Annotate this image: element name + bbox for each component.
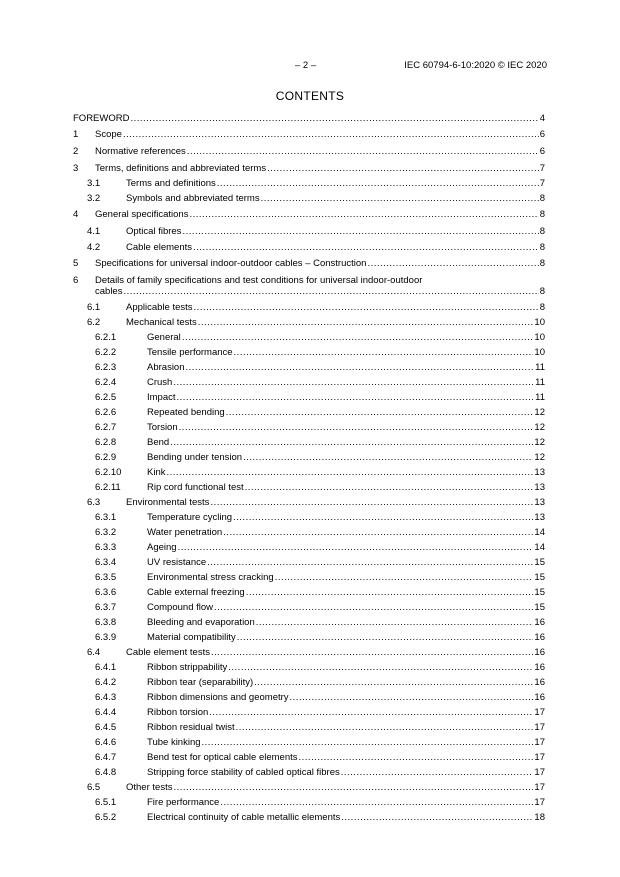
toc-entry-label: Ribbon torsion [147, 707, 209, 718]
toc-entry-page: 15 [534, 557, 545, 568]
toc-entry-number: 6 [73, 275, 79, 286]
toc-entry-label: Cable external freezing [147, 587, 245, 598]
toc-entry-label: General [147, 332, 181, 343]
toc-entry-number: 6.4.4 [95, 707, 117, 718]
dot-leader [275, 572, 534, 583]
dot-leader [245, 482, 534, 493]
toc-entry-page: 8 [539, 193, 545, 204]
toc-entry-number: 4 [73, 209, 79, 220]
toc-entry-label: Abrasion [147, 362, 185, 373]
toc-entry-page: 8 [539, 209, 545, 220]
dot-leader [189, 209, 538, 220]
toc-entry-label: Optical fibres [126, 226, 182, 237]
toc-entry-number: 4.2 [87, 242, 101, 253]
toc-entry-page: 15 [534, 602, 545, 613]
toc-entry[interactable] [73, 797, 545, 808]
toc-entry[interactable] [73, 392, 545, 403]
toc-entry-number: 6.4.5 [95, 722, 117, 733]
toc-entry-label: Specifications for universal indoor-outdoor cables – Construction [95, 258, 367, 269]
toc-entry-page: 17 [534, 707, 545, 718]
toc-entry-number: 6.2.11 [95, 482, 121, 493]
dot-leader [217, 178, 539, 189]
toc-entry[interactable] [73, 782, 545, 793]
dot-leader [173, 782, 533, 793]
toc-entry-label: Repeated bending [147, 407, 225, 418]
toc-entry-number: 6.2 [87, 317, 101, 328]
toc-entry-label: Cable element tests [126, 647, 210, 658]
toc-entry[interactable] [73, 737, 545, 748]
toc-entry-page: 12 [534, 422, 545, 433]
dot-leader [211, 647, 533, 658]
toc-entry-number: 6.5.1 [95, 797, 117, 808]
toc-entry[interactable] [73, 163, 545, 174]
dot-leader [209, 707, 533, 718]
toc-entry[interactable] [73, 692, 545, 703]
toc-entry-label: Ageing [147, 542, 177, 553]
toc-entry-page: 11 [535, 377, 545, 388]
toc-entry-label: Normative references [95, 146, 186, 157]
dot-leader [236, 722, 534, 733]
toc-entry[interactable] [73, 722, 545, 733]
toc-entry[interactable] [73, 226, 545, 237]
dot-leader [267, 163, 539, 174]
toc-entry-page: 16 [534, 632, 545, 643]
toc-entry[interactable] [73, 377, 545, 388]
toc-entry[interactable] [73, 275, 545, 297]
toc-entry-page: 11 [535, 362, 545, 373]
toc-entry-label: Bend test for optical cable elements [147, 752, 298, 763]
toc-entry-page: 8 [539, 226, 545, 237]
toc-entry-number: 6.4.7 [95, 752, 117, 763]
toc-entry-page: 7 [539, 178, 545, 189]
toc-entry[interactable] [73, 407, 545, 418]
dot-leader [367, 258, 538, 269]
toc-entry-number: 6.4.1 [95, 662, 117, 673]
table-of-contents [73, 113, 545, 827]
toc-entry-label: Kink [147, 467, 166, 478]
dot-leader [177, 392, 535, 403]
toc-entry-label: Rip cord functional test [147, 482, 244, 493]
toc-entry[interactable] [73, 193, 545, 204]
toc-entry-label: Bend [147, 437, 170, 448]
toc-entry-page: 13 [534, 482, 545, 493]
toc-entry-page: 12 [534, 452, 545, 463]
dot-leader [299, 752, 534, 763]
toc-entry-page: 17 [534, 767, 545, 778]
toc-entry-label: Environmental tests [126, 497, 210, 508]
dot-leader [256, 617, 534, 628]
toc-entry-label: Material compatibility [147, 632, 236, 643]
toc-entry-number: 6.2.2 [95, 347, 117, 358]
dot-leader [186, 362, 535, 373]
dot-leader [193, 242, 539, 253]
toc-entry-page: 6 [539, 129, 545, 140]
page-title: CONTENTS [275, 89, 345, 103]
toc-entry-number: 5 [73, 258, 79, 269]
toc-entry[interactable] [73, 422, 545, 433]
dot-leader [187, 146, 539, 157]
toc-entry-label: Terms and definitions [126, 178, 216, 189]
toc-entry[interactable] [73, 209, 545, 220]
toc-entry-label: Other tests [126, 782, 173, 793]
toc-entry-page: 10 [534, 347, 545, 358]
dot-leader [246, 587, 534, 598]
toc-entry-number: 6.2.10 [95, 467, 122, 478]
dot-leader [173, 377, 534, 388]
toc-entry-page: 18 [534, 812, 545, 823]
page-header [0, 60, 620, 74]
toc-entry-label: Symbols and abbreviated terms [126, 193, 260, 204]
toc-entry[interactable] [73, 617, 545, 628]
toc-entry-page: 16 [534, 692, 545, 703]
toc-entry-label: Compound flow [147, 602, 214, 613]
toc-entry-number: 6.4.6 [95, 737, 117, 748]
toc-entry[interactable] [73, 512, 545, 523]
dot-leader [182, 332, 534, 343]
toc-entry-label: Cable elements [126, 242, 193, 253]
dot-leader [194, 302, 539, 313]
dot-leader [254, 677, 533, 688]
toc-entry-page: 10 [534, 332, 545, 343]
toc-entry-number: 6.2.5 [95, 392, 117, 403]
toc-entry-label: UV resistance [147, 557, 207, 568]
toc-entry[interactable] [73, 242, 545, 253]
toc-entry-label: Terms, definitions and abbreviated terms [95, 163, 267, 174]
dot-leader [226, 407, 534, 418]
toc-entry-number: 6.2.4 [95, 377, 117, 388]
toc-entry[interactable] [73, 632, 545, 643]
toc-entry[interactable] [73, 707, 545, 718]
toc-entry-number: 6.4.8 [95, 767, 117, 778]
toc-entry[interactable] [73, 347, 545, 358]
toc-entry-number: 6.2.3 [95, 362, 117, 373]
toc-entry-label: Torsion [147, 422, 178, 433]
toc-entry-label: Details of family specifications and test conditions for universal indoor-outdoor [95, 275, 423, 286]
toc-entry-number: 1 [73, 129, 79, 140]
toc-entry-label: Ribbon residual twist [147, 722, 235, 733]
toc-entry-page: 17 [534, 737, 545, 748]
dot-leader [207, 557, 533, 568]
toc-entry[interactable] [73, 437, 545, 448]
dot-leader [182, 226, 538, 237]
document-reference: IEC 60794-6-10:2020 © IEC 2020 [404, 60, 547, 71]
toc-entry-page: 13 [534, 467, 545, 478]
toc-entry-number: 6.3.5 [95, 572, 117, 583]
toc-entry-page: 17 [534, 782, 545, 793]
toc-entry[interactable] [73, 542, 545, 553]
toc-entry-page: 6 [539, 146, 545, 157]
dot-leader [179, 422, 534, 433]
toc-entry-page: 15 [534, 572, 545, 583]
toc-entry[interactable] [73, 362, 545, 373]
toc-entry-page: 8 [539, 286, 545, 297]
toc-entry-page: 8 [539, 302, 545, 313]
toc-entry-number: 6.2.1 [95, 332, 117, 343]
toc-entry-page: 7 [539, 163, 545, 174]
toc-entry-label: Stripping force stability of cabled optical fibres [147, 767, 340, 778]
dot-leader [198, 317, 534, 328]
toc-entry[interactable] [73, 129, 545, 140]
toc-entry-page: 12 [534, 437, 545, 448]
toc-entry[interactable] [73, 767, 545, 778]
toc-entry[interactable] [73, 812, 545, 823]
dot-leader [341, 767, 534, 778]
toc-entry[interactable] [73, 302, 545, 313]
toc-entry[interactable] [73, 602, 545, 613]
toc-entry-number: 6.4.2 [95, 677, 117, 688]
toc-entry[interactable] [73, 482, 545, 493]
toc-entry-label: Electrical continuity of cable metallic elements [147, 812, 341, 823]
toc-entry-number: 6.4 [87, 647, 101, 658]
toc-entry[interactable] [73, 752, 545, 763]
toc-entry-label: Mechanical tests [126, 317, 197, 328]
toc-entry-number: 6.2.8 [95, 437, 117, 448]
toc-entry[interactable] [73, 572, 545, 583]
toc-entry-number: 6.3.4 [95, 557, 117, 568]
toc-entry[interactable] [73, 452, 545, 463]
dot-leader [130, 113, 538, 124]
toc-entry-label-continued: cables [95, 286, 123, 297]
toc-entry-number: 6.2.7 [95, 422, 117, 433]
toc-entry-number: 6.2.6 [95, 407, 117, 418]
dot-leader [166, 467, 533, 478]
dot-leader [223, 527, 533, 538]
toc-entry[interactable] [73, 258, 545, 269]
dot-leader [214, 602, 533, 613]
dot-leader [220, 797, 533, 808]
toc-entry-number: 4.1 [87, 226, 101, 237]
toc-entry-label: Ribbon tear (separability) [147, 677, 254, 688]
toc-entry-number: 6.4.3 [95, 692, 117, 703]
toc-entry-label: Bending under tension [147, 452, 243, 463]
toc-entry-label: General specifications [95, 209, 189, 220]
toc-entry-number: 6.5 [87, 782, 101, 793]
toc-entry-label: Applicable tests [126, 302, 193, 313]
toc-entry-page: 8 [539, 242, 545, 253]
toc-entry[interactable] [73, 467, 545, 478]
toc-entry[interactable] [73, 317, 545, 328]
toc-entry[interactable] [73, 647, 545, 658]
toc-entry-label: Ribbon dimensions and geometry [147, 692, 289, 703]
toc-entry[interactable] [73, 332, 545, 343]
toc-entry[interactable] [73, 113, 545, 124]
toc-entry-page: 17 [534, 797, 545, 808]
dot-leader [228, 662, 533, 673]
toc-entry-label: Impact [147, 392, 176, 403]
dot-leader [243, 452, 533, 463]
toc-entry-page: 17 [534, 722, 545, 733]
toc-entry-page: 16 [534, 662, 545, 673]
toc-entry-page: 16 [534, 647, 545, 658]
dot-leader [341, 812, 533, 823]
toc-entry-number: 6.3.9 [95, 632, 117, 643]
toc-entry-page: 13 [534, 512, 545, 523]
dot-leader [237, 632, 534, 643]
toc-entry-number: 3.2 [87, 193, 101, 204]
toc-entry-number: 3 [73, 163, 79, 174]
page-number: – 2 – [295, 60, 317, 71]
toc-entry-number: 6.1 [87, 302, 101, 313]
toc-entry-page: 14 [534, 542, 545, 553]
toc-entry[interactable] [73, 497, 545, 508]
toc-entry-number: 3.1 [87, 178, 101, 189]
toc-entry-page: 10 [534, 317, 545, 328]
dot-leader [123, 129, 539, 140]
toc-entry-number: 6.3.7 [95, 602, 117, 613]
toc-entry-label: Tensile performance [147, 347, 233, 358]
toc-entry-number: 6.3.6 [95, 587, 117, 598]
toc-entry-number: 2 [73, 146, 79, 157]
dot-leader [210, 497, 533, 508]
toc-entry-number: 6.3.2 [95, 527, 117, 538]
toc-entry-number: 6.3 [87, 497, 101, 508]
toc-entry-page: 12 [534, 407, 545, 418]
toc-entry-number: 6.3.8 [95, 617, 117, 628]
toc-entry[interactable] [73, 527, 545, 538]
toc-entry-page: 17 [534, 752, 545, 763]
toc-entry-label: Fire performance [147, 797, 220, 808]
toc-entry-page: 16 [534, 677, 545, 688]
toc-entry-number: 6.3.1 [95, 512, 117, 523]
toc-entry-label: Tube kinking [147, 737, 201, 748]
toc-entry[interactable] [73, 557, 545, 568]
toc-entry[interactable] [73, 178, 545, 189]
toc-entry-label: FOREWORD [73, 113, 130, 124]
toc-entry-label: Bleeding and evaporation [147, 617, 255, 628]
toc-entry-label: Water penetration [147, 527, 223, 538]
toc-entry-label: Ribbon strippability [147, 662, 228, 673]
dot-leader [290, 692, 534, 703]
toc-entry[interactable] [73, 146, 545, 157]
toc-entry[interactable] [73, 662, 545, 673]
toc-entry-page: 13 [534, 497, 545, 508]
toc-entry-label: Crush [147, 377, 173, 388]
dot-leader [202, 737, 534, 748]
toc-entry[interactable] [73, 677, 545, 688]
dot-leader [170, 437, 533, 448]
toc-entry-number: 6.3.3 [95, 542, 117, 553]
toc-entry-page: 8 [539, 258, 545, 269]
toc-entry-label: Environmental stress cracking [147, 572, 274, 583]
toc-entry-page: 4 [539, 113, 545, 124]
toc-entry-page: 16 [534, 617, 545, 628]
dot-leader [233, 512, 533, 523]
dot-leader [123, 286, 538, 297]
dot-leader [178, 542, 534, 553]
dot-leader [234, 347, 534, 358]
dot-leader [261, 193, 539, 204]
toc-entry-page: 11 [535, 392, 545, 403]
toc-entry-page: 15 [534, 587, 545, 598]
toc-entry[interactable] [73, 587, 545, 598]
toc-entry-page: 14 [534, 527, 545, 538]
toc-entry-number: 6.5.2 [95, 812, 117, 823]
toc-entry-label: Scope [95, 129, 122, 140]
toc-entry-label: Temperature cycling [147, 512, 233, 523]
toc-entry-number: 6.2.9 [95, 452, 117, 463]
